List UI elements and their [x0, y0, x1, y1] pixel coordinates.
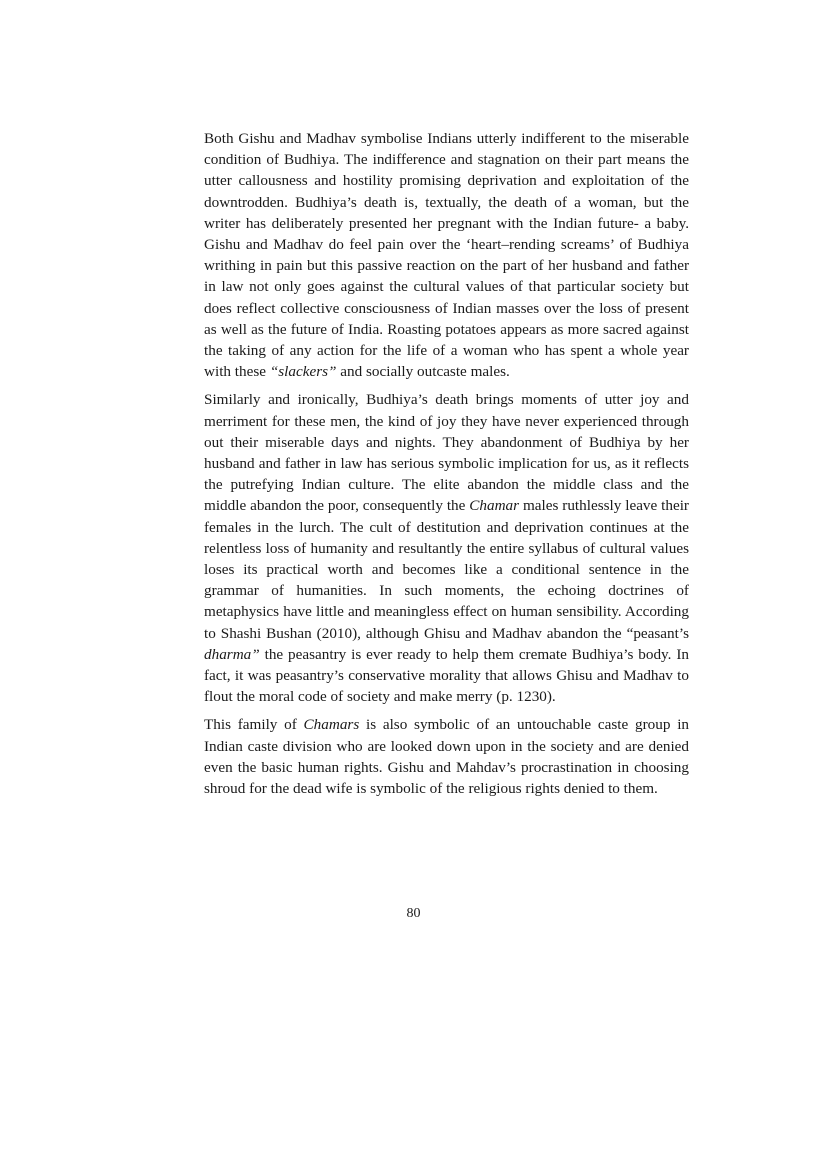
emphasis-dharma: dharma”	[204, 645, 260, 663]
paragraph-3	[204, 714, 689, 799]
emphasis-slackers: “slackers”	[269, 363, 337, 381]
paragraph-text: This family of	[204, 716, 304, 734]
paragraph-1	[204, 128, 689, 382]
paragraph-text: males ruthlessly leave their females in the lurch. The cult of destitution and deprivation continues at the relentless loss of humanity and resultantly the entire syllabus of cultural values loses its practical worth and becomes like a conditional sentence in the grammar of humanities. In such moments, the echoing doctrines of metaphysics have little and meaningless effect on human sensibility. According to Shashi Bushan (2010), although Ghisu and Madhav abandon the “peasant’s	[204, 497, 689, 642]
paragraph-text: Similarly and ironically, Budhiya’s death brings moments of utter joy and merriment for these men, the kind of joy they have never experienced through out their miserable days and nights. They abandonment of Budhiya by her husband and father in law has serious symbolic implication for us, as it reflects the putrefying Indian culture. The elite abandon the middle class and the middle abandon the poor, consequently the	[204, 391, 689, 515]
emphasis-chamars: Chamars	[303, 716, 360, 734]
body-text	[204, 128, 689, 806]
emphasis-chamar: Chamar	[469, 497, 520, 515]
paragraph-text: and socially outcaste males.	[336, 363, 510, 381]
paragraph-text: the peasantry is ever ready to help them cremate Budhiya’s body. In fact, it was peasantry’s conservative morality that allows Ghisu and Madhav to flout the moral code of society and make merry (p. 1230).	[204, 645, 689, 706]
paragraph-text: Both Gishu and Madhav symbolise Indians utterly indifferent to the miserable condition of Budhiya. The indifference and stagnation on their part means the utter callousness and hostility promising deprivation and exploitation of the downtrodden. Budhiya’s death is, textually, the death of a woman, but the writer has deliberately presented her pregnant with the Indian future- a baby. Gishu and Madhav do feel pain over the ‘heart–rending screams’ of Budhiya writhing in pain but this passive reaction on the part of her husband and father in law not only goes against the cultural values of that particular society but does reflect collective consciousness of Indian masses over the loss of present as well as the future of India. Roasting potatoes appears as more sacred against the taking of any action for the life of a woman who has spent a whole year with these	[204, 130, 689, 381]
paragraph-text: is also symbolic of an untouchable caste group in Indian caste division who are looked down upon in the society and are denied even the basic human rights. Gishu and Mahdav’s procrastination in choosing shroud for the dead wife is symbolic of the religious rights denied to them.	[204, 716, 690, 798]
paragraph-2	[204, 389, 689, 707]
page-number: 80	[406, 906, 421, 921]
